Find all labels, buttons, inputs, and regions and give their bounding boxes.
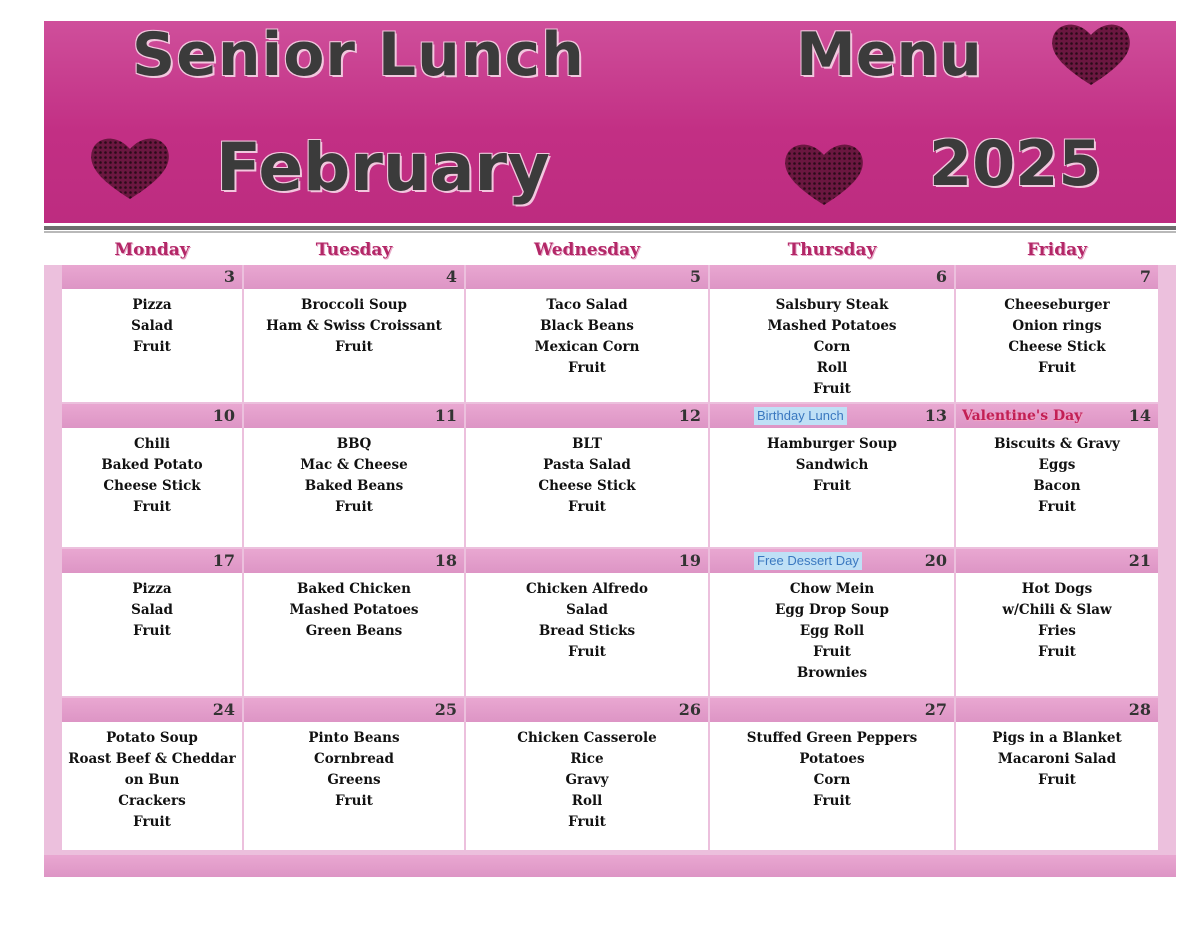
title-banner xyxy=(44,21,1176,223)
day-cell xyxy=(62,404,242,547)
day-number: 26 xyxy=(678,700,701,719)
menu-item: Cheese Stick xyxy=(103,478,201,494)
menu-item: Eggs xyxy=(1038,457,1076,473)
day-cell xyxy=(710,549,954,696)
menu-item: Brownies xyxy=(796,665,868,681)
menu-item: Hot Dogs xyxy=(1021,581,1093,597)
menu-item: Fruit xyxy=(813,478,851,494)
day-cell xyxy=(710,698,954,850)
menu-item: Mashed Potatoes xyxy=(767,318,897,334)
menu-item: Fruit xyxy=(335,793,373,809)
day-header xyxy=(956,265,1158,289)
menu-item: Salad xyxy=(131,602,173,618)
menu-item: Chow Mein xyxy=(789,581,875,597)
menu-item: Roll xyxy=(816,360,848,376)
day-number: 3 xyxy=(223,267,235,286)
menu-item: Mexican Corn xyxy=(534,339,640,355)
menu-item: Fruit xyxy=(1038,360,1076,376)
menu-item: Potato Soup xyxy=(106,730,198,746)
heart-icon xyxy=(88,135,172,201)
event-note: Birthday Lunch xyxy=(754,407,847,425)
menu-item: Hamburger Soup xyxy=(766,436,897,452)
day-header xyxy=(244,698,464,722)
day-header xyxy=(710,265,954,289)
day-number: 18 xyxy=(434,551,457,570)
menu-items xyxy=(244,728,464,812)
menu-item: Greens xyxy=(327,772,381,788)
day-cell xyxy=(466,698,708,850)
menu-item: Corn xyxy=(813,339,851,355)
day-cell xyxy=(956,698,1158,850)
day-header xyxy=(466,698,708,722)
day-cell xyxy=(62,698,242,850)
year-title: 2025 xyxy=(929,127,1102,200)
menu-item: Fruit xyxy=(813,644,851,660)
day-number: 12 xyxy=(678,406,701,425)
menu-item: Fruit xyxy=(568,499,606,515)
menu-item: Rice xyxy=(570,751,604,767)
day-number: 5 xyxy=(689,267,701,286)
day-header xyxy=(466,265,708,289)
day-header xyxy=(956,404,1158,428)
menu-item: Chicken Casserole xyxy=(517,730,657,746)
menu-items xyxy=(466,295,708,379)
menu-item: on Bun xyxy=(124,772,180,788)
menu-item: Pasta Salad xyxy=(543,457,631,473)
menu-item: Crackers xyxy=(118,793,186,809)
menu-item: Fruit xyxy=(568,360,606,376)
menu-item: Fruit xyxy=(133,623,171,639)
menu-item: BLT xyxy=(572,436,602,452)
menu-item: Fruit xyxy=(813,381,851,397)
menu-item: Green Beans xyxy=(305,623,403,639)
day-number: 28 xyxy=(1128,700,1151,719)
menu-item: Fruit xyxy=(568,644,606,660)
menu-items xyxy=(62,579,242,642)
menu-items xyxy=(62,434,242,518)
menu-item: Bread Sticks xyxy=(538,623,636,639)
menu-item: Fruit xyxy=(133,339,171,355)
day-header xyxy=(62,549,242,573)
divider-line xyxy=(44,226,1176,230)
menu-item: BBQ xyxy=(336,436,372,452)
menu-item: Pinto Beans xyxy=(308,730,400,746)
menu-items xyxy=(956,579,1158,663)
day-number: 19 xyxy=(678,551,701,570)
menu-items xyxy=(466,728,708,833)
menu-item: Potatoes xyxy=(799,751,865,767)
day-header xyxy=(62,698,242,722)
weekday-monday: Monday xyxy=(114,240,190,260)
day-number: 25 xyxy=(434,700,457,719)
day-header xyxy=(710,549,954,573)
day-cell xyxy=(244,549,464,696)
calendar-footer-strip xyxy=(44,855,1176,877)
menu-items xyxy=(710,434,954,497)
menu-item: Pizza xyxy=(132,581,172,597)
day-header xyxy=(244,549,464,573)
menu-item: Cornbread xyxy=(313,751,394,767)
title-senior-lunch: Senior Lunch xyxy=(132,20,585,90)
menu-item: Cheese Stick xyxy=(538,478,636,494)
menu-items xyxy=(62,295,242,358)
menu-items xyxy=(956,728,1158,791)
menu-item: Cheeseburger xyxy=(1004,297,1110,313)
menu-item: Salad xyxy=(131,318,173,334)
heart-icon xyxy=(782,141,866,207)
menu-item: Baked Beans xyxy=(304,478,404,494)
day-cell xyxy=(244,698,464,850)
day-header xyxy=(62,265,242,289)
menu-item: Pizza xyxy=(132,297,172,313)
day-header xyxy=(956,549,1158,573)
day-header xyxy=(466,549,708,573)
weekday-wednesday: Wednesday xyxy=(534,240,640,260)
menu-items xyxy=(244,579,464,642)
day-number: 7 xyxy=(1139,267,1151,286)
menu-item: w/Chili & Slaw xyxy=(1002,602,1112,618)
event-note: Free Dessert Day xyxy=(754,552,862,570)
day-header xyxy=(710,698,954,722)
day-header xyxy=(466,404,708,428)
day-cell xyxy=(466,265,708,402)
menu-item: Gravy xyxy=(565,772,609,788)
heart-icon xyxy=(1049,21,1133,87)
menu-items xyxy=(956,295,1158,379)
menu-item: Broccoli Soup xyxy=(301,297,407,313)
day-number: 21 xyxy=(1128,551,1151,570)
menu-item: Sandwich xyxy=(795,457,869,473)
menu-items xyxy=(710,295,954,400)
day-number: 11 xyxy=(434,406,457,425)
day-header xyxy=(244,265,464,289)
menu-item: Pigs in a Blanket xyxy=(992,730,1122,746)
day-number: 14 xyxy=(1128,406,1151,425)
menu-item: Stuffed Green Peppers xyxy=(746,730,918,746)
day-header xyxy=(62,404,242,428)
day-header xyxy=(244,404,464,428)
menu-item: Black Beans xyxy=(540,318,634,334)
weekday-friday: Friday xyxy=(1027,240,1087,260)
menu-items xyxy=(466,434,708,518)
day-cell xyxy=(710,265,954,402)
menu-item: Biscuits & Gravy xyxy=(994,436,1120,452)
menu-item: Roll xyxy=(571,793,603,809)
day-header xyxy=(710,404,954,428)
day-cell xyxy=(466,404,708,547)
menu-item: Macaroni Salad xyxy=(997,751,1117,767)
menu-item: Chicken Alfredo xyxy=(526,581,648,597)
menu-items xyxy=(244,434,464,518)
day-cell xyxy=(62,549,242,696)
menu-item: Cheese Stick xyxy=(1008,339,1106,355)
title-menu: Menu xyxy=(796,20,982,90)
menu-item: Corn xyxy=(813,772,851,788)
menu-item: Fruit xyxy=(335,339,373,355)
menu-item: Roast Beef & Cheddar xyxy=(68,751,236,767)
menu-item: Chili xyxy=(134,436,170,452)
day-number: 20 xyxy=(924,551,947,570)
menu-item: Taco Salad xyxy=(546,297,628,313)
weekday-tuesday: Tuesday xyxy=(315,240,393,260)
menu-item: Fruit xyxy=(1038,499,1076,515)
calendar-body xyxy=(62,265,1158,877)
menu-item: Salad xyxy=(566,602,608,618)
menu-item: Onion rings xyxy=(1012,318,1102,334)
menu-item: Fruit xyxy=(568,814,606,830)
day-cell xyxy=(956,549,1158,696)
day-cell xyxy=(956,404,1158,547)
day-cell xyxy=(710,404,954,547)
menu-item: Egg Roll xyxy=(799,623,865,639)
menu-item: Ham & Swiss Croissant xyxy=(266,318,442,334)
day-number: 27 xyxy=(924,700,947,719)
day-header xyxy=(956,698,1158,722)
day-number: 13 xyxy=(924,406,947,425)
menu-item: Fruit xyxy=(133,499,171,515)
menu-item: Fruit xyxy=(335,499,373,515)
day-number: 4 xyxy=(445,267,457,286)
menu-item: Egg Drop Soup xyxy=(775,602,889,618)
menu-items xyxy=(710,579,954,684)
menu-item: Fruit xyxy=(813,793,851,809)
menu-item: Fruit xyxy=(1038,772,1076,788)
menu-item: Mashed Potatoes xyxy=(289,602,419,618)
day-cell xyxy=(956,265,1158,402)
menu-item: Fruit xyxy=(133,814,171,830)
weekday-thursday: Thursday xyxy=(787,240,877,260)
day-number: 10 xyxy=(212,406,235,425)
day-cell xyxy=(244,404,464,547)
menu-item: Salsbury Steak xyxy=(775,297,889,313)
day-number: 17 xyxy=(212,551,235,570)
day-number: 24 xyxy=(212,700,235,719)
month-title: February xyxy=(216,129,551,206)
day-cell xyxy=(62,265,242,402)
menu-item: Mac & Cheese xyxy=(300,457,408,473)
menu-items xyxy=(466,579,708,663)
menu-items xyxy=(62,728,242,833)
menu-item: Fries xyxy=(1038,623,1076,639)
menu-items xyxy=(710,728,954,812)
menu-item: Baked Chicken xyxy=(297,581,411,597)
day-cell xyxy=(466,549,708,696)
menu-item: Baked Potato xyxy=(101,457,203,473)
day-number: 6 xyxy=(935,267,947,286)
day-cell xyxy=(244,265,464,402)
menu-items xyxy=(244,295,464,358)
menu-item: Fruit xyxy=(1038,644,1076,660)
calendar-grid xyxy=(44,265,1176,877)
menu-items xyxy=(956,434,1158,518)
menu-item: Bacon xyxy=(1033,478,1081,494)
holiday-note: Valentine's Day xyxy=(962,408,1083,424)
divider-line xyxy=(44,231,1176,233)
